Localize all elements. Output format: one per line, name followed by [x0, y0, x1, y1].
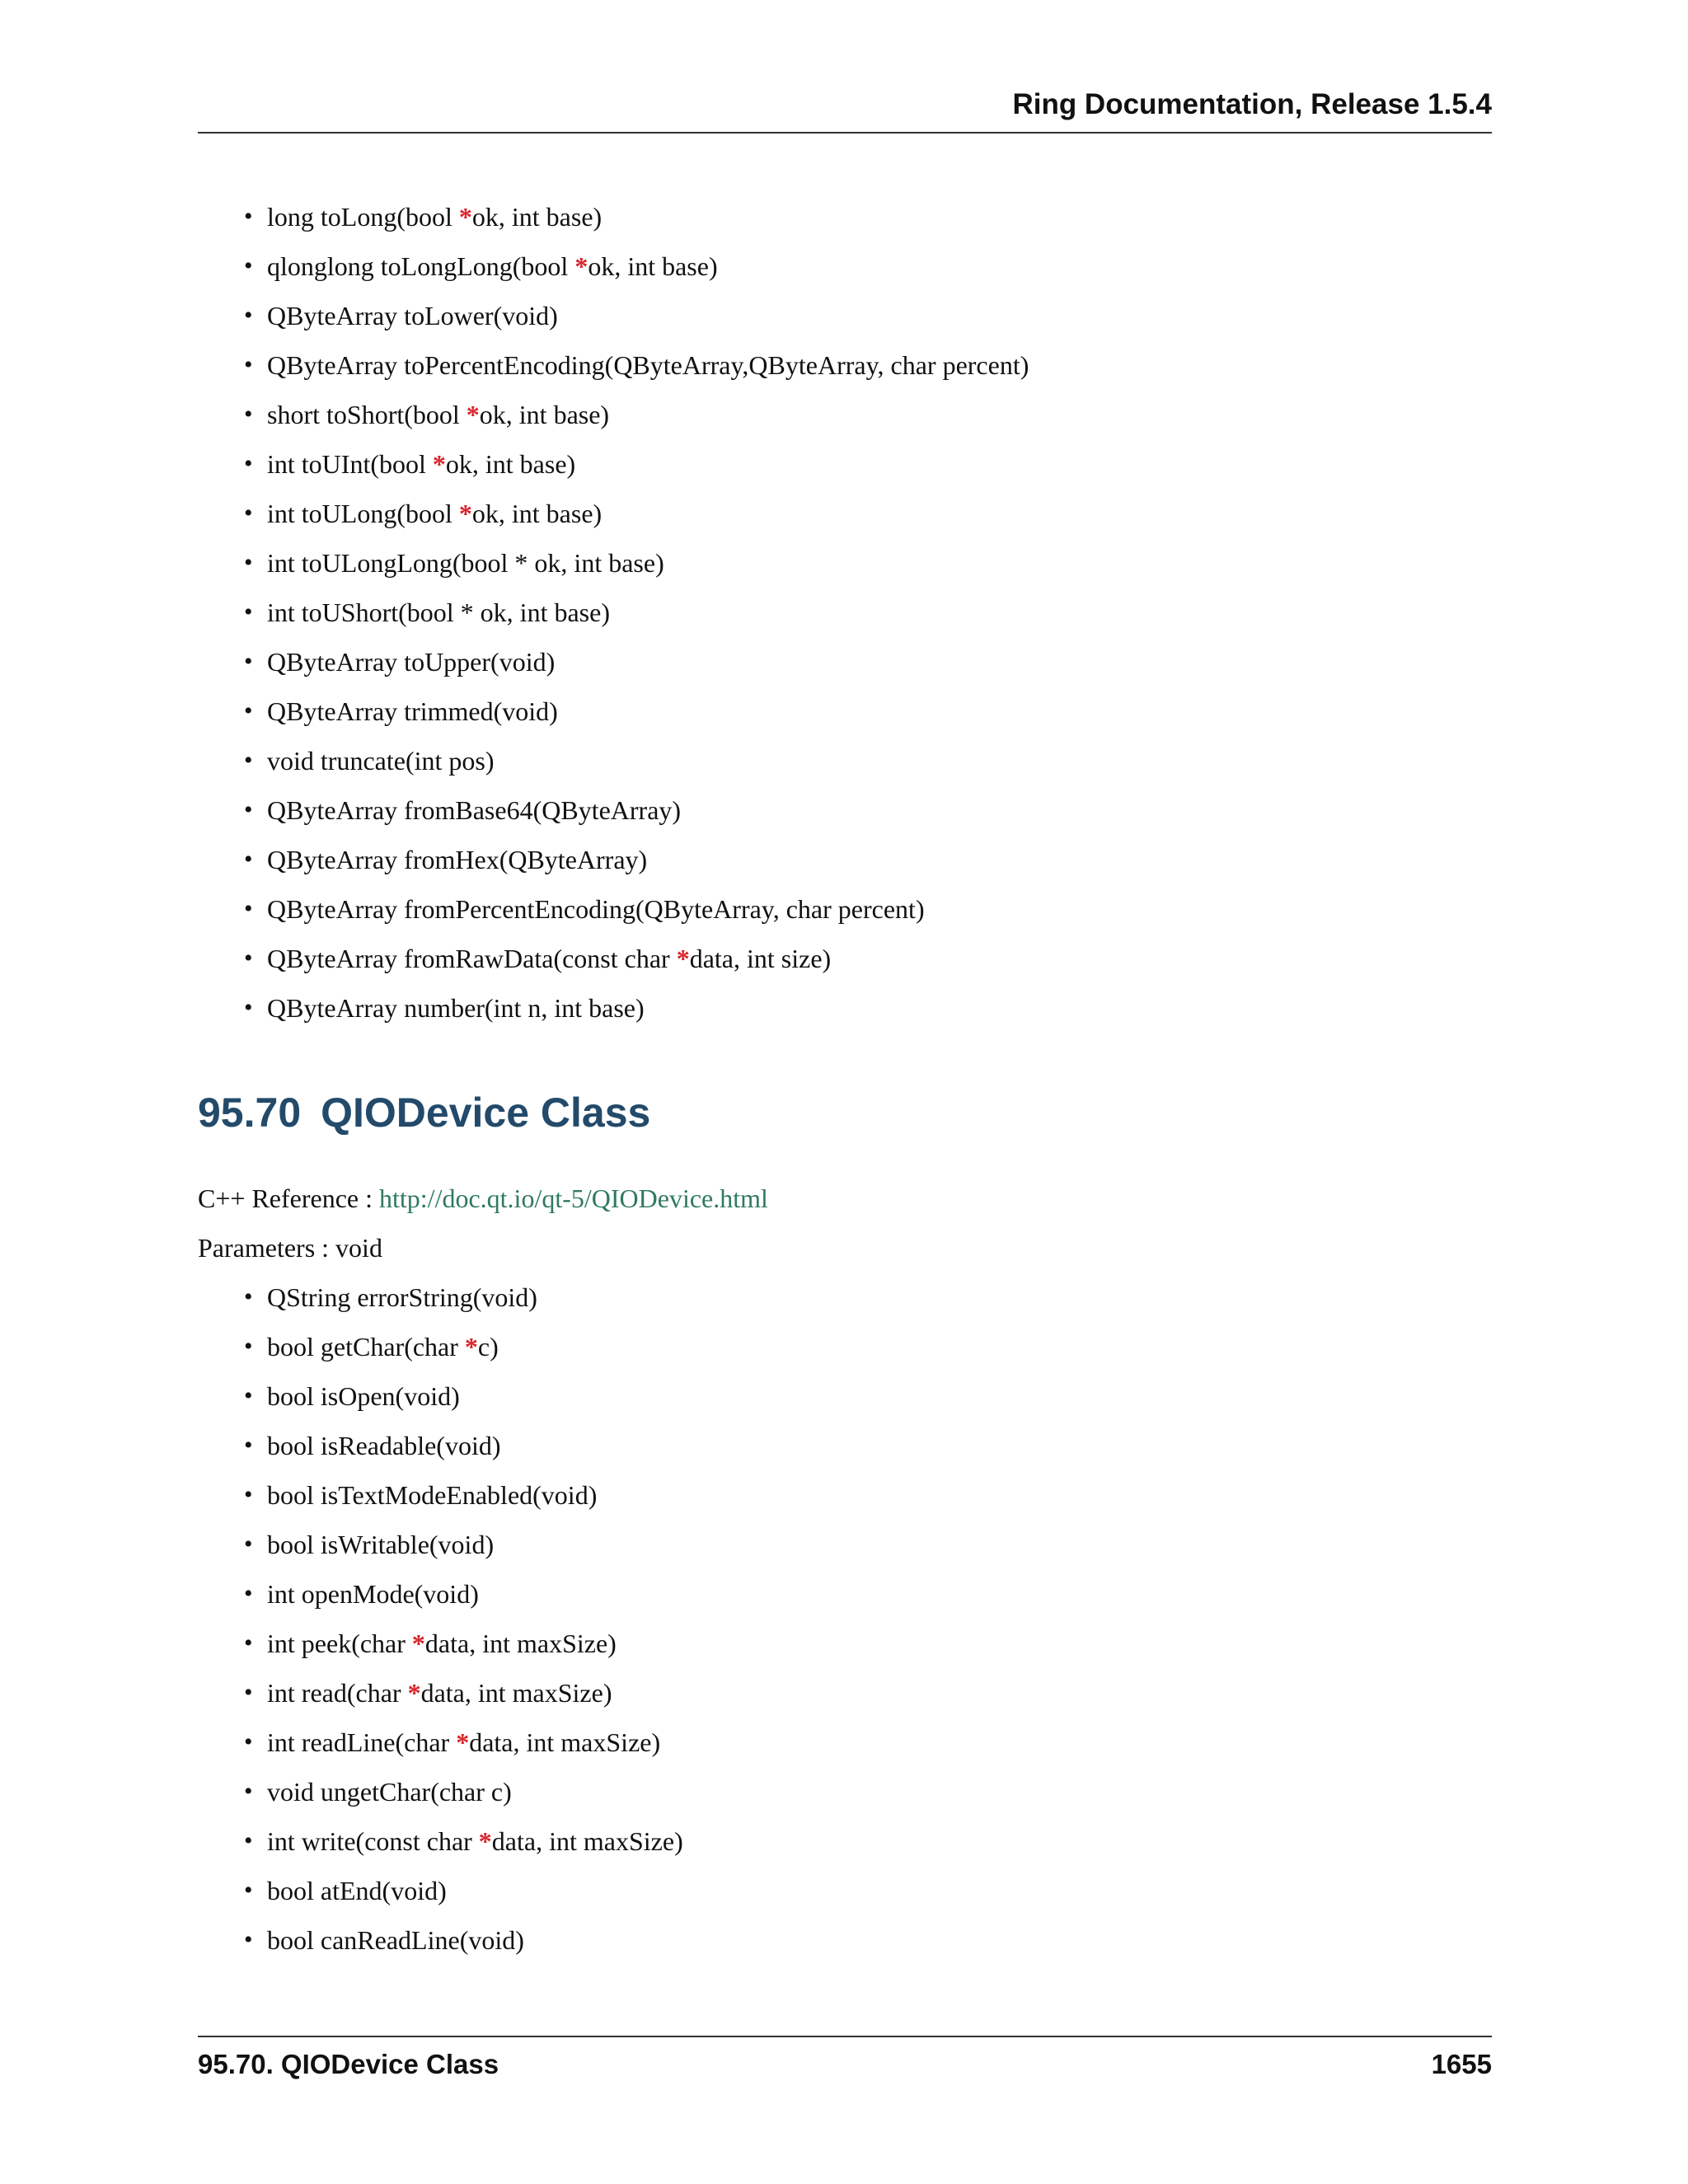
- method-signature: QByteArray toUpper(void): [267, 647, 556, 677]
- method-signature-rest: ok, int base): [588, 251, 718, 281]
- bullet-icon: •: [244, 499, 253, 527]
- bullet-icon: •: [244, 648, 253, 675]
- method-signature: QByteArray fromBase64(QByteArray): [267, 795, 682, 825]
- pointer-asterisk: *: [456, 1727, 470, 1757]
- method-signature-rest: c): [477, 1332, 499, 1361]
- pointer-asterisk: *: [432, 449, 446, 479]
- bullet-icon: •: [244, 549, 253, 576]
- bullet-icon: •: [244, 598, 253, 626]
- method-signature: bool isReadable(void): [267, 1431, 501, 1460]
- bullet-icon: •: [244, 302, 253, 329]
- document-title: Ring Documentation, Release 1.5.4: [1012, 88, 1492, 120]
- list-item: [244, 1619, 683, 1668]
- bullet-icon: •: [244, 994, 253, 1021]
- bullet-icon: •: [244, 796, 253, 823]
- list-item: [244, 538, 1029, 588]
- cpp-reference-line: [198, 1174, 768, 1223]
- list-item: [244, 1520, 683, 1569]
- method-signature: int peek(char: [267, 1629, 412, 1658]
- bullet-icon: •: [244, 1926, 253, 1953]
- list-item: [244, 439, 1029, 489]
- method-signature-rest: data, int maxSize): [491, 1826, 683, 1856]
- list-item: [244, 1421, 683, 1470]
- method-signature: QByteArray number(int n, int base): [267, 993, 645, 1023]
- method-signature: int toUInt(bool: [267, 449, 433, 479]
- bullet-icon: •: [244, 1283, 253, 1310]
- bullet-icon: •: [244, 944, 253, 972]
- method-signature: bool isTextModeEnabled(void): [267, 1480, 598, 1510]
- pointer-asterisk: *: [478, 1826, 492, 1856]
- list-item: [244, 736, 1029, 785]
- list-item: [244, 1866, 683, 1915]
- cpp-reference-label: C++ Reference :: [198, 1183, 379, 1213]
- bullet-icon: •: [244, 1629, 253, 1657]
- method-signature: QByteArray fromRawData(const char: [267, 944, 677, 973]
- list-item: [244, 934, 1029, 983]
- method-signature-rest: ok, int base): [479, 400, 610, 429]
- method-signature-rest: ok, int base): [471, 499, 603, 528]
- bullet-icon: •: [244, 351, 253, 378]
- qiodevice-method-list: [244, 1272, 683, 1965]
- list-item: [244, 588, 1029, 637]
- bullet-icon: •: [244, 401, 253, 428]
- method-signature: int toULong(bool: [267, 499, 459, 528]
- method-signature: QByteArray fromHex(QByteArray): [267, 845, 648, 874]
- list-item: [244, 1718, 683, 1767]
- bullet-icon: •: [244, 747, 253, 774]
- method-signature-rest: data, int maxSize): [420, 1678, 612, 1708]
- list-item: [244, 241, 1029, 291]
- method-signature: QByteArray toLower(void): [267, 301, 558, 330]
- method-signature: int readLine(char: [267, 1727, 457, 1757]
- method-signature: bool isOpen(void): [267, 1381, 460, 1411]
- method-signature-rest: ok, int base): [471, 202, 603, 232]
- bullet-icon: •: [244, 1432, 253, 1459]
- list-item: [244, 1767, 683, 1816]
- method-signature: QByteArray toPercentEncoding(QByteArray,QByteArray, char percent): [267, 350, 1029, 380]
- footer-section-label: 95.70. QIODevice Class: [198, 2049, 499, 2079]
- bullet-icon: •: [244, 1333, 253, 1360]
- method-signature: qlonglong toLongLong(bool: [267, 251, 575, 281]
- list-item: [244, 637, 1029, 687]
- method-signature-rest: data, int size): [689, 944, 832, 973]
- list-item: [244, 687, 1029, 736]
- list-item: [244, 785, 1029, 835]
- list-item: [244, 835, 1029, 884]
- list-item: [244, 1816, 683, 1866]
- bullet-icon: •: [244, 1827, 253, 1854]
- bullet-icon: •: [244, 1382, 253, 1409]
- bullet-icon: •: [244, 203, 253, 230]
- section-number: 95.70: [198, 1090, 302, 1136]
- page-header: [198, 88, 1492, 134]
- bytearray-method-list: [244, 192, 1029, 1033]
- method-signature: bool isWritable(void): [267, 1530, 495, 1559]
- bullet-icon: •: [244, 1481, 253, 1508]
- bullet-icon: •: [244, 846, 253, 873]
- method-signature-rest: data, int maxSize): [469, 1727, 661, 1757]
- bullet-icon: •: [244, 450, 253, 477]
- list-item: [244, 1371, 683, 1421]
- pointer-asterisk: *: [411, 1629, 425, 1658]
- pointer-asterisk: *: [466, 400, 480, 429]
- list-item: [244, 983, 1029, 1033]
- method-signature: bool canReadLine(void): [267, 1925, 524, 1955]
- bullet-icon: •: [244, 252, 253, 279]
- footer-page-number: 1655: [1431, 2049, 1492, 2079]
- method-signature: int toUShort(bool * ok, int base): [267, 598, 610, 627]
- cpp-reference-link[interactable]: http://doc.qt.io/qt-5/QIODevice.html: [379, 1183, 768, 1213]
- pointer-asterisk: *: [676, 944, 690, 973]
- method-signature-rest: data, int maxSize): [424, 1629, 617, 1658]
- method-signature: QString errorString(void): [267, 1282, 537, 1312]
- bullet-icon: •: [244, 1728, 253, 1755]
- method-signature: bool atEnd(void): [267, 1876, 447, 1905]
- method-signature: int write(const char: [267, 1826, 479, 1856]
- pointer-asterisk: *: [458, 202, 472, 232]
- section-title: QIODevice Class: [321, 1090, 651, 1136]
- bullet-icon: •: [244, 895, 253, 922]
- list-item: [244, 884, 1029, 934]
- list-item: [244, 1272, 683, 1322]
- list-item: [244, 1668, 683, 1718]
- method-signature: long toLong(bool: [267, 202, 459, 232]
- bullet-icon: •: [244, 1580, 253, 1607]
- pointer-asterisk: *: [458, 499, 472, 528]
- method-signature-rest: ok, int base): [445, 449, 576, 479]
- list-item: [244, 1322, 683, 1371]
- list-item: [244, 1470, 683, 1520]
- bullet-icon: •: [244, 1877, 253, 1904]
- method-signature: int openMode(void): [267, 1579, 479, 1609]
- section-heading: [198, 1080, 650, 1146]
- method-signature: QByteArray fromPercentEncoding(QByteArray, char percent): [267, 894, 925, 924]
- list-item: [244, 1915, 683, 1965]
- method-signature: QByteArray trimmed(void): [267, 696, 558, 726]
- method-signature: void ungetChar(char c): [267, 1777, 512, 1807]
- page-footer: [198, 2036, 1492, 2095]
- bullet-icon: •: [244, 1679, 253, 1706]
- list-item: [244, 489, 1029, 538]
- pointer-asterisk: *: [464, 1332, 478, 1361]
- parameters-line: Parameters : void: [198, 1233, 382, 1263]
- bullet-icon: •: [244, 697, 253, 724]
- bullet-icon: •: [244, 1778, 253, 1805]
- pointer-asterisk: *: [574, 251, 588, 281]
- list-item: [244, 1569, 683, 1619]
- method-signature: int toULongLong(bool * ok, int base): [267, 548, 664, 578]
- bullet-icon: •: [244, 1530, 253, 1558]
- method-signature: short toShort(bool: [267, 400, 467, 429]
- list-item: [244, 340, 1029, 390]
- method-signature: void truncate(int pos): [267, 746, 495, 776]
- method-signature: int read(char: [267, 1678, 408, 1708]
- list-item: [244, 390, 1029, 439]
- list-item: [244, 192, 1029, 241]
- method-signature: bool getChar(char: [267, 1332, 465, 1361]
- pointer-asterisk: *: [407, 1678, 421, 1708]
- list-item: [244, 291, 1029, 340]
